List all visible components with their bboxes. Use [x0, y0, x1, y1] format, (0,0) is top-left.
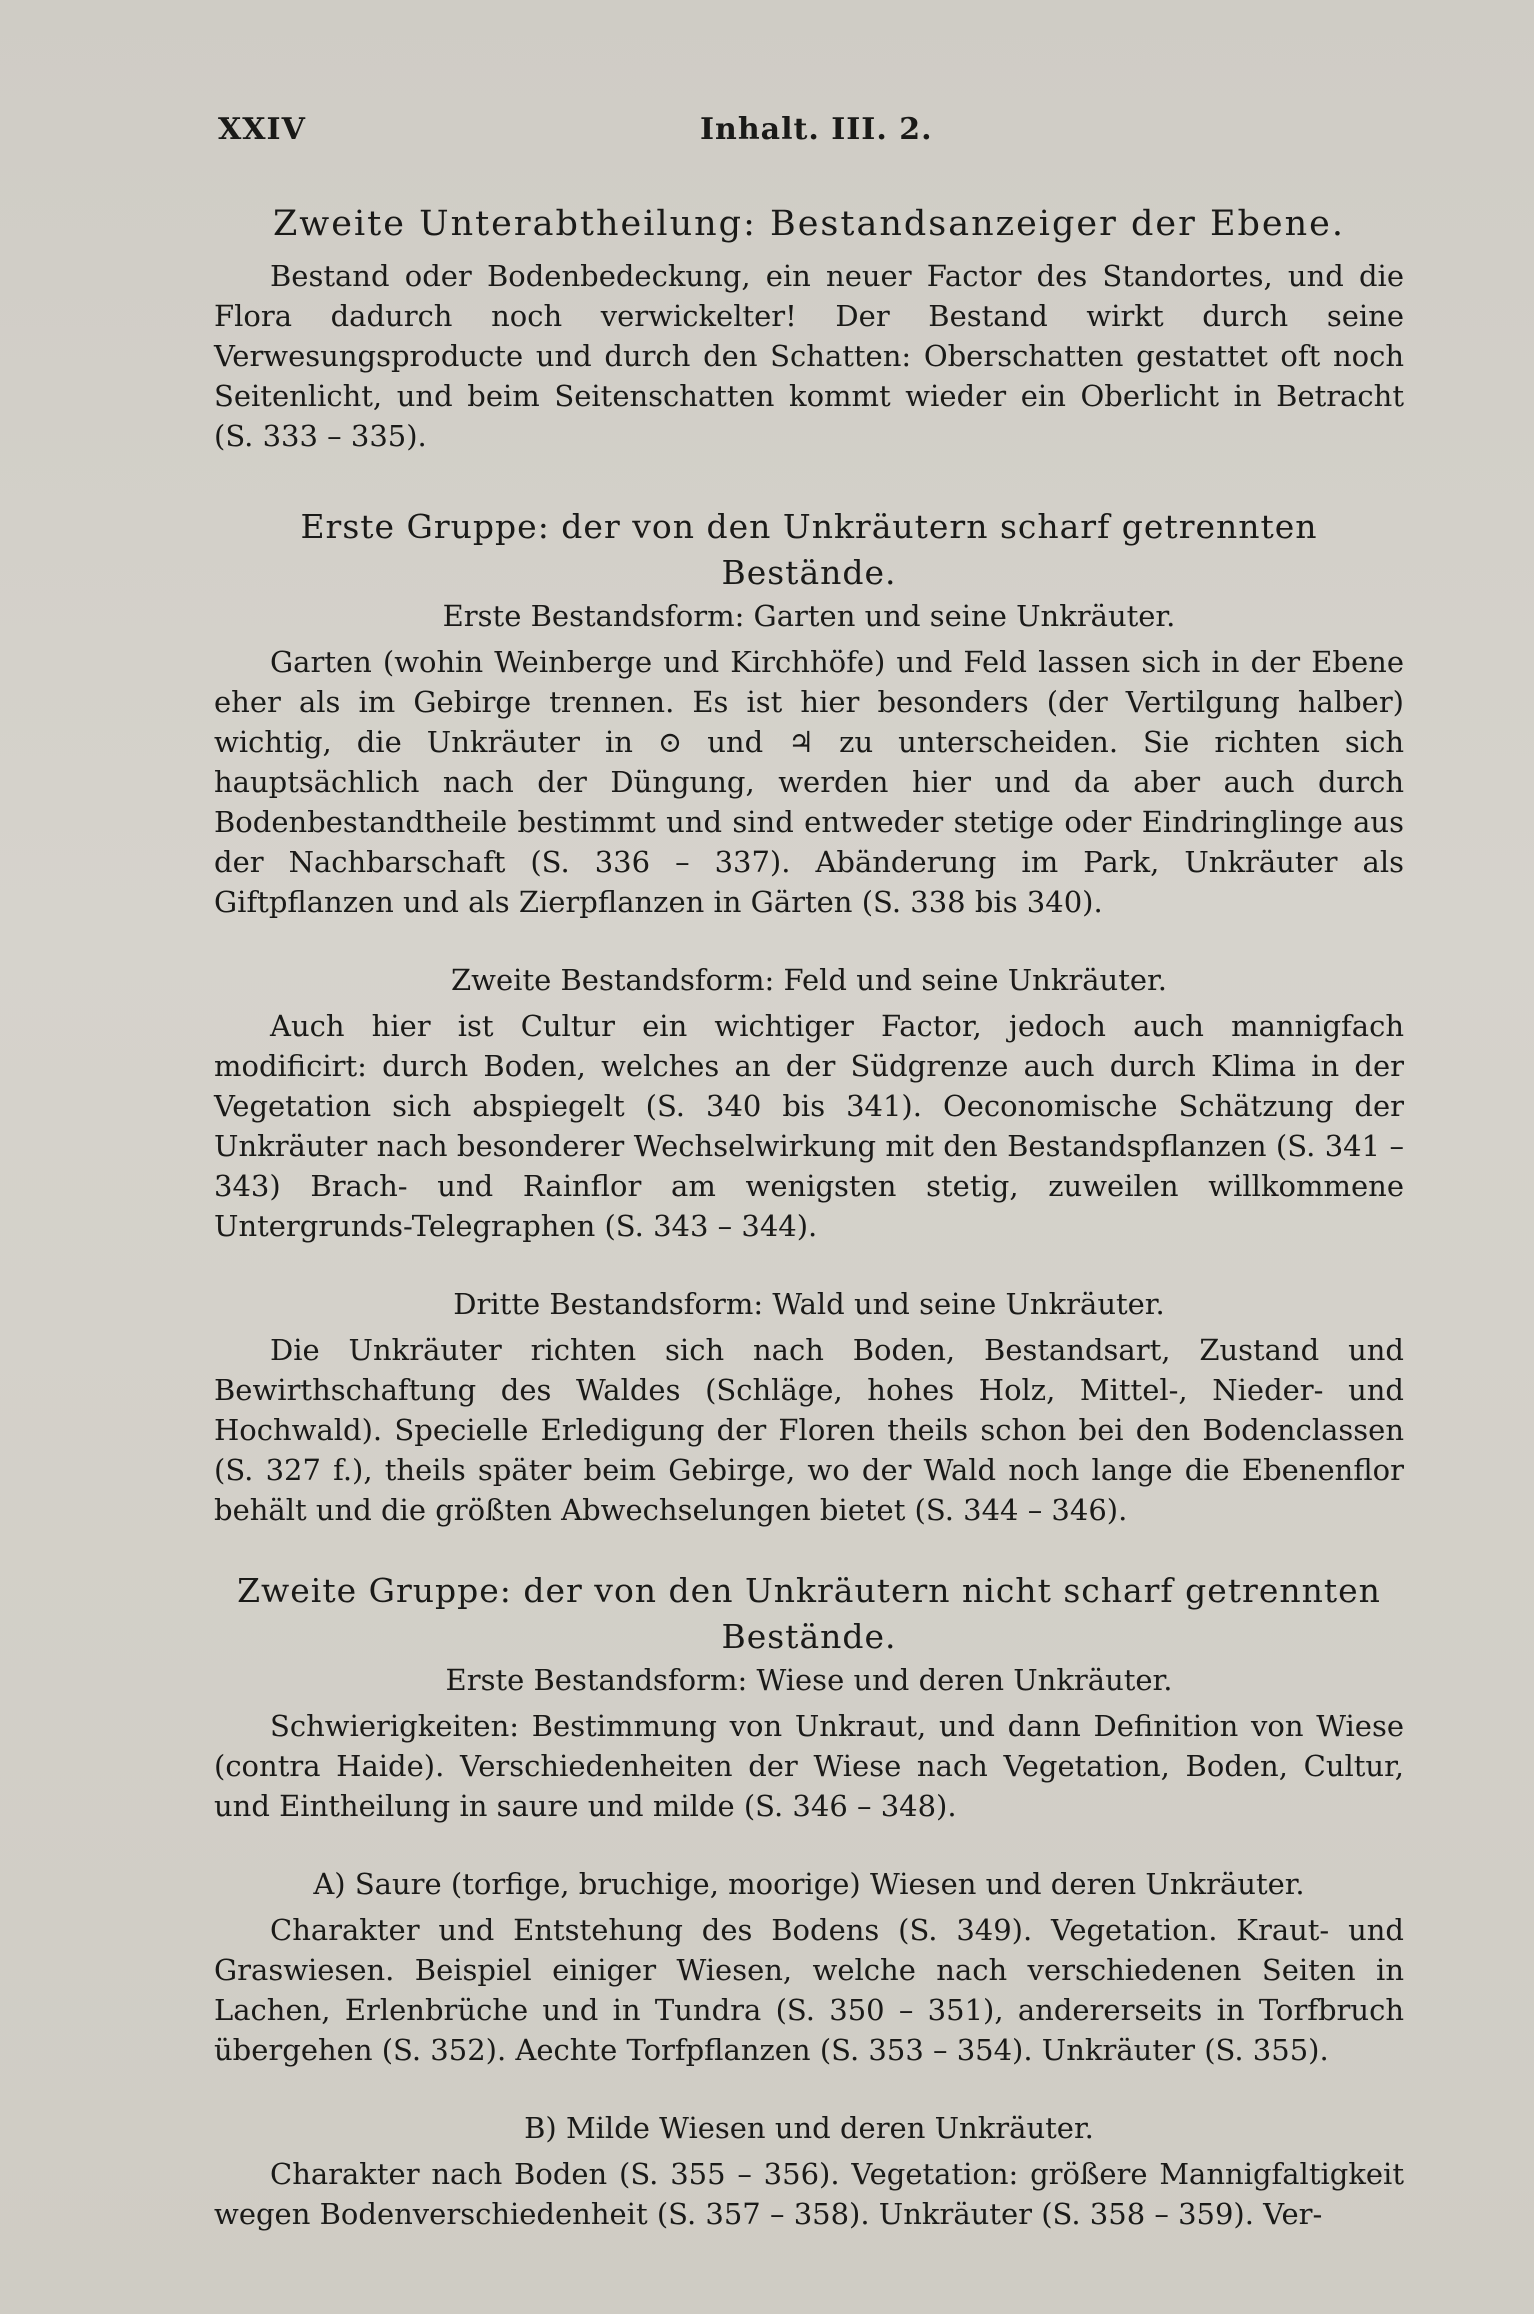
form-1-title: Erste Bestandsform: Garten und seine Unkräuter. — [442, 599, 1176, 633]
form-2-text: Auch hier ist Cultur ein wichtiger Factor, jedoch auch mannigfach modificirt: durch Boden, welches an der Südgrenze auch durch Klima in der Vegetation sich abspiegelt (S. 340 bis 341). Oeconomische Schätzung der Unkräuter nach besonderer Wechselwirkung mit den Bestandspflanzen (S. 341 – 343) Brach- und Rainflor am wenigsten stetig, zuweilen willkommene Untergrunds-Telegraphen (S. 343 – 344). — [214, 1009, 1404, 1243]
form-3-text: Die Unkräuter richten sich nach Boden, Bestandsart, Zustand und Bewirthschaftung des Waldes (Schläge, hohes Holz, Mittel-, Nieder- und Hochwald). Specielle Erledigung der Floren theils schon bei den Bodenclassen (S. 327 f.), theils später beim Gebirge, wo der Wald noch lange die Ebenenflor behält und die größten Abwechselungen bietet (S. 344 – 346). — [214, 1333, 1404, 1527]
running-title: Inhalt. III. 2. — [700, 112, 933, 147]
group-2-form-title: Erste Bestandsform: Wiese und deren Unkräuter. — [445, 1663, 1173, 1697]
form-3-title: Dritte Bestandsform: Wald und seine Unkräuter. — [453, 1287, 1165, 1321]
form-2-title: Zweite Bestandsform: Feld und seine Unkräuter. — [451, 963, 1167, 997]
group-2-form-text: Schwierigkeiten: Bestimmung von Unkraut, und dann Definition von Wiese (contra Haide). Verschiedenheiten der Wiese nach Vegetation, Boden, Cultur, und Eintheilung in saure und milde (S. 346 – 348). — [214, 1709, 1404, 1823]
group-2-title: Zweite Gruppe: der von den Unkräutern nicht scharf getrennten Bestände. — [237, 1571, 1381, 1656]
sub-a-text: Charakter und Entstehung des Bodens (S. 349). Vegetation. Kraut- und Graswiesen. Beispiel einiger Wiesen, welche nach verschiedenen Seiten in Lachen, Erlenbrüche und in Tundra (S. 350 – 351), andererseits in Torfbruch übergehen (S. 352). Aechte Torfpflanzen (S. 353 – 354). Unkräuter (S. 355). — [214, 1913, 1404, 2067]
running-header — [218, 112, 1348, 152]
sub-a-title: A) Saure (torfige, bruchige, moorige) Wiesen und deren Unkräuter. — [313, 1867, 1305, 1901]
subdivision-title: Zweite Unterabtheilung: Bestandsanzeiger der Ebene. — [272, 204, 1345, 244]
group-1-title: Erste Gruppe: der von den Unkräutern scharf getrennten Bestände. — [300, 507, 1318, 592]
page-content — [214, 200, 1404, 2234]
form-1-text: Garten (wohin Weinberge und Kirchhöfe) und Feld lassen sich in der Ebene eher als im Gebirge trennen. Es ist hier besonders (der Vertilgung halber) wichtig, die Unkräuter in ⊙ und ♃ zu unterscheiden. Sie richten sich hauptsächlich nach der Düngung, werden hier und da aber auch durch Bodenbestandtheile bestimmt und sind entweder stetige oder Eindringlinge aus der Nachbarschaft (S. 336 – 337). Abänderung im Park, Unkräuter als Giftpflanzen und als Zierpflanzen in Gärten (S. 338 bis 340). — [214, 645, 1404, 919]
sub-b-text: Charakter nach Boden (S. 355 – 356). Vegetation: größere Mannigfaltigkeit wegen Bodenverschiedenheit (S. 357 – 358). Unkräuter (S. 358 – 359). Ver- — [214, 2157, 1404, 2231]
page-number: XXIV — [218, 112, 306, 147]
sub-b-title: B) Milde Wiesen und deren Unkräuter. — [524, 2111, 1094, 2145]
intro-paragraph: Bestand oder Bodenbedeckung, ein neuer Factor des Standortes, und die Flora dadurch noch verwickelter! Der Bestand wirkt durch seine Verwesungsproducte und durch den Schatten: Oberschatten gestattet oft noch Seitenlicht, und beim Seitenschatten kommt wieder ein Oberlicht in Betracht (S. 333 – 335). — [214, 259, 1404, 453]
